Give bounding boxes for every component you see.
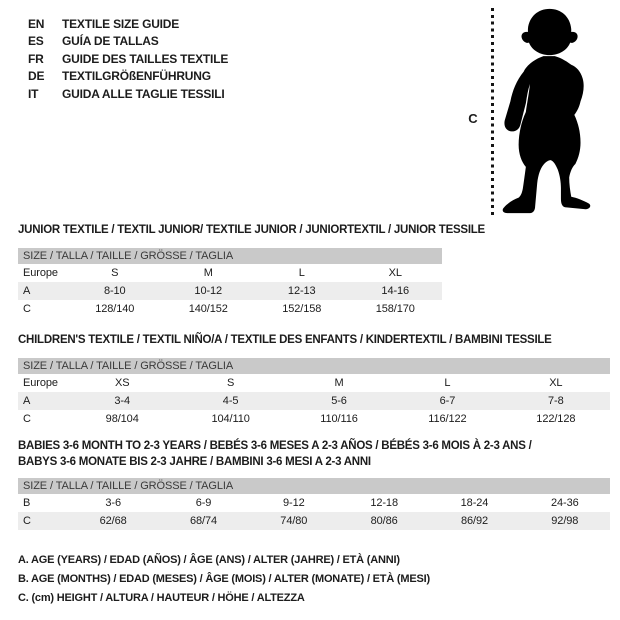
- age-cell: 3-4: [114, 395, 130, 407]
- age-cell: 6-9: [195, 497, 212, 509]
- language-label: GUÍA DE TALLAS: [62, 34, 159, 49]
- height-cell: 158/170: [375, 303, 415, 315]
- babies-table: [18, 478, 610, 530]
- size-cell: XL: [388, 267, 402, 279]
- language-code: EN: [28, 16, 45, 31]
- toddler-silhouette-icon: [498, 7, 596, 215]
- size-header: SIZE / TALLA / TAILLE / GRÖSSE / TAGLIA: [18, 248, 442, 264]
- size-cell: S: [111, 267, 119, 279]
- table-row: [18, 512, 610, 530]
- language-row: [28, 50, 228, 68]
- height-cell: 122/128: [536, 413, 576, 425]
- language-list: [28, 15, 228, 103]
- row-label: C: [23, 515, 31, 527]
- language-label: TEXTILE SIZE GUIDE: [62, 16, 180, 31]
- height-cell: 92/98: [551, 515, 579, 527]
- footnote-c: C. (cm) HEIGHT / ALTURA / HAUTEUR / HÖHE / ALTEZZA: [18, 592, 305, 604]
- height-cell: 62/68: [99, 515, 127, 527]
- height-cell: 98/104: [105, 413, 139, 425]
- height-cell: 140/152: [188, 303, 228, 315]
- table-row: [18, 374, 610, 392]
- size-cell: L: [444, 377, 451, 389]
- age-cell: 9-12: [283, 497, 305, 509]
- row-label: C: [23, 413, 31, 425]
- height-cell: 116/122: [428, 413, 467, 425]
- table-row: [18, 264, 442, 282]
- language-label: TEXTILGRÖßENFÜHRUNG: [62, 69, 211, 84]
- footnotes: [18, 551, 430, 608]
- row-label: B: [23, 497, 31, 509]
- babies-title-line2: BABYS 3-6 MONATE BIS 2-3 JAHRE / BAMBINI 3-6 MESI A 2-3 ANNI: [18, 456, 371, 468]
- table-row: [18, 494, 610, 512]
- height-cell: 104/110: [211, 413, 250, 425]
- language-code: ES: [28, 34, 44, 49]
- language-label: GUIDE DES TAILLES TEXTILE: [62, 51, 229, 66]
- age-cell: 24-36: [550, 497, 579, 509]
- language-row: [28, 15, 228, 33]
- height-cell: 68/74: [189, 515, 217, 527]
- footnote-a: A. AGE (YEARS) / EDAD (AÑOS) / ÂGE (ANS) / ALTER (JAHRE) / ETÀ (ANNI): [18, 554, 400, 566]
- size-cell: XS: [114, 377, 130, 389]
- age-cell: 18-24: [460, 497, 489, 509]
- table-row: [18, 410, 610, 428]
- children-table: [18, 358, 610, 428]
- height-cell: 110/116: [320, 413, 358, 425]
- language-code: IT: [28, 86, 39, 101]
- language-code: DE: [28, 69, 45, 84]
- height-measure-line: [491, 8, 494, 215]
- age-cell: 14-16: [381, 285, 410, 297]
- table-row: [18, 392, 610, 410]
- babies-table-title: [18, 438, 532, 470]
- height-measure-label: C: [468, 111, 478, 126]
- age-cell: 6-7: [439, 395, 456, 407]
- height-cell: 74/80: [280, 515, 308, 527]
- age-cell: 10-12: [194, 285, 223, 297]
- row-label: C: [23, 303, 31, 315]
- language-row: [28, 85, 228, 103]
- size-cell: S: [226, 377, 235, 389]
- size-cell: XL: [549, 377, 563, 389]
- table-row: [18, 282, 442, 300]
- junior-table-title: JUNIOR TEXTILE / TEXTIL JUNIOR/ TEXTILE JUNIOR / JUNIORTEXTIL / JUNIOR TESSILE: [18, 224, 485, 236]
- age-cell: 7-8: [548, 395, 564, 407]
- age-cell: 4-5: [222, 395, 239, 407]
- row-label: A: [23, 395, 31, 407]
- babies-title-line1: BABIES 3-6 MONTH TO 2-3 YEARS / BEBÉS 3-6 MESES A 2-3 AÑOS / BÉBÉS 3-6 MOIS À 2-3 ANS /: [18, 440, 532, 452]
- language-row: [28, 68, 228, 86]
- height-cell: 128/140: [95, 303, 135, 315]
- language-row: [28, 33, 228, 51]
- language-code: FR: [28, 51, 44, 66]
- row-label: A: [23, 285, 31, 297]
- height-cell: 152/158: [282, 303, 322, 315]
- height-cell: 80/86: [370, 515, 398, 527]
- size-cell: M: [334, 377, 344, 389]
- children-table-title: CHILDREN'S TEXTILE / TEXTIL NIÑO/A / TEXTILE DES ENFANTS / KINDERTEXTIL / BAMBINI TESSILE: [18, 334, 552, 346]
- table-row: [18, 300, 442, 318]
- row-label: Europe: [23, 267, 58, 279]
- size-cell: L: [298, 267, 305, 279]
- height-cell: 86/92: [460, 515, 488, 527]
- size-header: SIZE / TALLA / TAILLE / GRÖSSE / TAGLIA: [18, 478, 610, 494]
- age-cell: 5-6: [331, 395, 347, 407]
- size-header: SIZE / TALLA / TAILLE / GRÖSSE / TAGLIA: [18, 358, 610, 374]
- junior-table: [18, 248, 442, 318]
- age-cell: 12-18: [370, 497, 398, 509]
- age-cell: 12-13: [287, 285, 316, 297]
- language-label: GUIDA ALLE TAGLIE TESSILI: [62, 86, 225, 101]
- age-cell: 3-6: [105, 497, 121, 509]
- footnote-b: B. AGE (MONTHS) / EDAD (MESES) / ÂGE (MOIS) / ALTER (MONATE) / ETÀ (MESI): [18, 573, 430, 585]
- row-label: Europe: [23, 377, 58, 389]
- age-cell: 8-10: [103, 285, 126, 297]
- size-cell: M: [203, 267, 213, 279]
